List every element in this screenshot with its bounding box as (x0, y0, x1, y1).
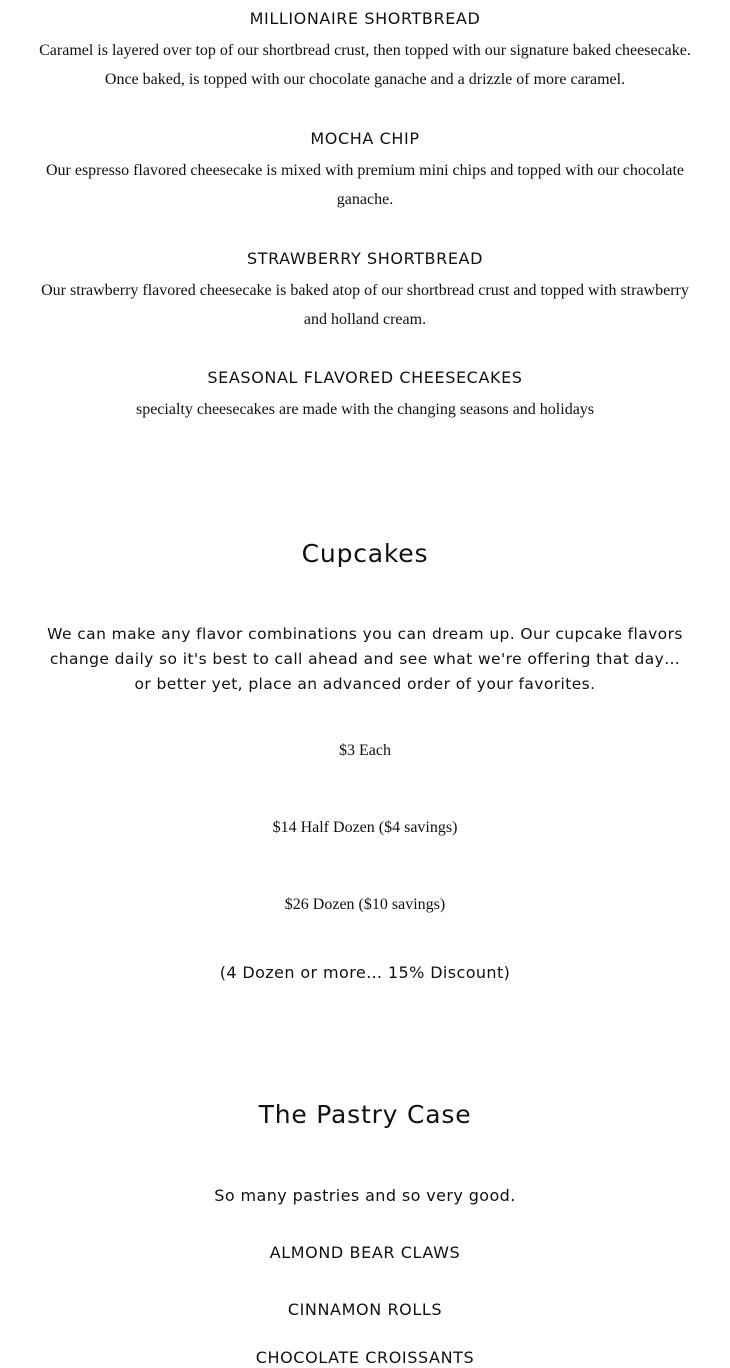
flavor-description-strawberry-shortbread: Our strawberry flavored cheesecake is baked atop of our shortbread crust and topped with strawberry and holland cream. (41, 282, 689, 328)
flavor-title-millionaire-shortbread: MILLIONAIRE SHORTBREAD (249, 9, 481, 28)
flavor-title-mocha-chip: MOCHA CHIP (310, 129, 420, 148)
cupcakes-intro: We can make any flavor combinations you can dream up. Our cupcake flavors change daily so it's best to call ahead and see what we're offering that day… or better yet, place an advanced order of your favorites. (47, 625, 683, 693)
pastry-item-cinnamon-rolls: CINNAMON ROLLS (287, 1300, 443, 1319)
price-each: $3 Each (339, 742, 391, 759)
cupcakes-heading: Cupcakes (301, 539, 429, 568)
flavor-description-seasonal-flavored-cheesecakes: specialty cheesecakes are made with the changing seasons and holidays (135, 401, 595, 418)
price-dozen: $26 Dozen ($10 savings) (284, 896, 446, 913)
flavor-description-millionaire-shortbread: Caramel is layered over top of our shortbread crust, then topped with our signature baked cheesecake. Once baked, is topped with our chocolate ganache and a drizzle of more caramel. (39, 42, 691, 88)
pastry-case-intro: So many pastries and so very good. (214, 1186, 516, 1205)
pastry-item-chocolate-croissants: CHOCOLATE CROISSANTS (255, 1348, 475, 1367)
bulk-discount-note: (4 Dozen or more… 15% Discount) (219, 963, 511, 982)
flavor-title-seasonal-flavored-cheesecakes: SEASONAL FLAVORED CHEESECAKES (207, 368, 523, 387)
pastry-item-almond-bear-claws: ALMOND BEAR CLAWS (269, 1243, 461, 1262)
flavor-description-mocha-chip: Our espresso flavored cheesecake is mixed with premium mini chips and topped with our chocolate ganache. (45, 162, 685, 208)
price-half-dozen: $14 Half Dozen ($4 savings) (272, 819, 458, 836)
flavor-title-strawberry-shortbread: STRAWBERRY SHORTBREAD (246, 249, 484, 268)
pastry-case-heading: The Pastry Case (258, 1100, 472, 1129)
